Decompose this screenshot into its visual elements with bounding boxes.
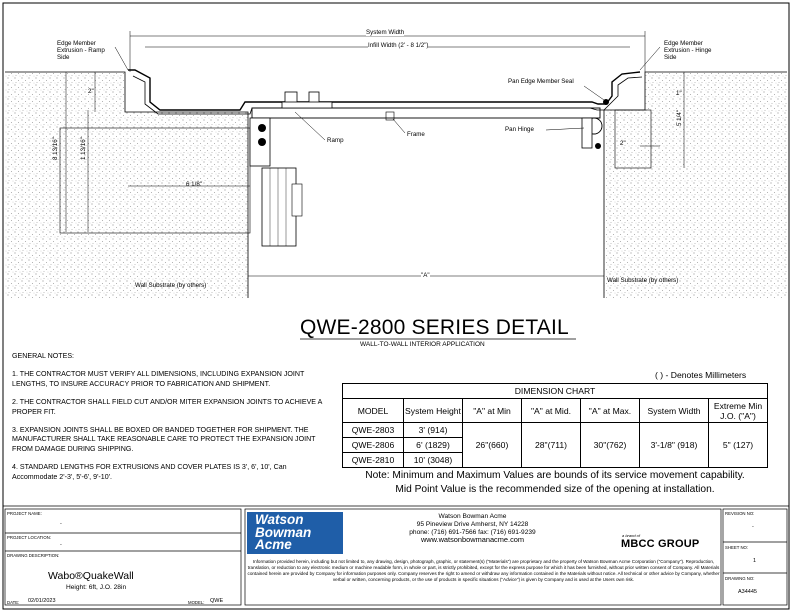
product-spec: Height: 6ft, J.O. 28in: [66, 584, 127, 591]
dim-1-13-16-label: 1 13/16": [80, 137, 87, 160]
header-system-width: System Width: [640, 399, 709, 423]
project-location-label: PROJECT LOCATION:: [7, 535, 52, 540]
note-2: 2. THE CONTRACTOR SHALL FIELD CUT AND/OR MITER EXPANSION JOINTS TO ACHIEVE A PROPER FIT.: [12, 398, 322, 416]
header-extreme-min: Extreme Min J.O. ("A"): [709, 399, 768, 423]
frame: [252, 108, 600, 118]
pan-hinge-label: Pan Hinge: [505, 126, 534, 133]
edge-ramp-label: Edge Member Extrusion - Ramp Side: [57, 40, 105, 61]
system-width-cell: 3'-1/8" (918): [640, 423, 709, 468]
sheet-value: 1: [753, 558, 757, 564]
extreme-min-cell: 5" (127): [709, 423, 768, 468]
infill-width-label: Infill Width (2' - 8 1/2"): [368, 42, 429, 49]
notes-heading: GENERAL NOTES:: [12, 352, 75, 360]
edge-hinge-label: Edge Member Extrusion - Hinge Side: [664, 40, 712, 61]
cover-plate: [128, 70, 640, 110]
project-location-value: -: [60, 542, 62, 548]
note-3: 3. EXPANSION JOINTS SHALL BE BOXED OR BANDED TOGETHER FOR SHIPMENT. THE MANUFACTURER SHALL TAKE REASONABLE CARE TO PROTECT THE EXPANSION JOINT FROM DAMAGE DURING SHIPPING.: [12, 426, 316, 453]
chart-caption: DIMENSION CHART: [343, 384, 768, 399]
project-name-label: PROJECT NAME:: [7, 511, 42, 516]
header-a-mid: "A" at Mid.: [522, 399, 581, 423]
project-name-value: -: [60, 521, 62, 527]
revision-value: -: [752, 524, 754, 530]
disclaimer: Information provided herein, including but not limited to, any drawing, design, photograph, graphic, or statement(s) ("Materials") are proprietary and the property of Watson Bowman Acme Corporation ("Company"). Reproduction, translation, or reduction to any electronic medium or machine readable form, in whole or part, is strictly prohibited, except for the express purpose for which it has been furnished, without prior written consent of Company. All Materials contained herein are provided by Company for information purposes only. Company reserves the right to amend or withdraw any information contained in the Materials without notice. All technical or other advice by Company, whether verbal or written, concerning products, or the use of products in specific situations ("Advice") is given by Company and is used at the Users own risk.: [247, 559, 720, 582]
wall-substrate-right-label: Wall Substrate (by others): [607, 277, 679, 284]
company-logo: Watson Bowman Acme: [247, 512, 343, 554]
company-website[interactable]: www.watsonbowmanacme.com: [420, 535, 525, 545]
model-cell: QWE-2810: [343, 453, 404, 468]
header-system-height: System Height: [404, 399, 463, 423]
wall-substrate-left-label: Wall Substrate (by others): [135, 282, 207, 289]
note-1: 1. THE CONTRACTOR MUST VERIFY ALL DIMENSIONS, INCLUDING EXPANSION JOINT LENGTHS, TO INSURE ACCURACY PRIOR TO FABRICATION AND SHIPMENT.: [12, 370, 305, 388]
drawing-description-label: DRAWING DESCRIPTION:: [7, 553, 60, 558]
company-phone: phone: (716) 691-7566 fax: (716) 691-9239: [409, 528, 536, 536]
header-a-min: "A" at Min: [463, 399, 522, 423]
dim-1-label: 1": [676, 90, 682, 97]
millimeter-note: ( ) - Denotes Millimeters: [655, 370, 747, 380]
header-a-max: "A" at Max.: [581, 399, 640, 423]
dim-6-1-8-label: 6 1/8": [186, 181, 202, 188]
sheet-label: SHEET NO:: [725, 545, 749, 550]
height-cell: 6' (1829): [404, 438, 463, 453]
a-mid-cell: 28"(711): [522, 423, 581, 468]
drawing-no-value: A34445: [738, 589, 757, 595]
drawing-no-label: DRAWING NO:: [725, 576, 755, 581]
company-address: 95 Pineview Drive Amherst, NY 14228: [416, 520, 529, 528]
dim-5-1-4-label: 5 1/4": [676, 110, 683, 126]
pan-edge-seal-label: Pan Edge Member Seal: [508, 78, 574, 85]
company-info: [360, 513, 585, 544]
date-value: 02/01/2023: [28, 598, 56, 604]
product-name: Wabo®QuakeWall: [48, 570, 134, 582]
note-4: 4. STANDARD LENGTHS FOR EXTRUSIONS AND COVER PLATES IS 3', 6', 10', Can Accommodate 2'-3', 5'-6', 9'-10'.: [12, 463, 287, 481]
header-model: MODEL: [343, 399, 404, 423]
page-title: QWE-2800 SERIES DETAIL: [300, 316, 569, 339]
left-wall-substrate: [5, 72, 248, 298]
dim-2-label: 2": [88, 88, 94, 95]
model-label: MODEL:: [188, 600, 205, 605]
date-label: DATE:: [7, 600, 20, 605]
ramp-label: Ramp: [327, 137, 344, 144]
dim-2-right-label: 2": [620, 140, 626, 147]
dimension-a-label: "A": [421, 272, 430, 279]
model-cell: QWE-2803: [343, 423, 404, 438]
system-width-label: System Width: [366, 29, 405, 36]
height-cell: 3' (914): [404, 423, 463, 438]
height-cell: 10' (3048): [404, 453, 463, 468]
roller: [262, 168, 296, 246]
page-subtitle: WALL-TO-WALL INTERIOR APPLICATION: [360, 341, 485, 348]
model-value: QWE: [210, 598, 224, 604]
brand-of-label: a brand of: [622, 533, 641, 538]
a-max-cell: 30"(762): [581, 423, 640, 468]
right-wall-substrate: [604, 72, 787, 298]
model-cell: QWE-2806: [343, 438, 404, 453]
mbcc-logo: MBCC GROUP: [621, 538, 700, 550]
chart-note: Note: Minimum and Maximum Values are bounds of its service movement capability. Mid Point Value is the recommended size of the opening at installation.: [365, 470, 745, 495]
general-notes: [12, 352, 332, 491]
a-min-cell: 26"(660): [463, 423, 522, 468]
dim-8-13-16-label: 8 13/16": [52, 137, 59, 160]
company-name: Watson Bowman Acme: [438, 513, 507, 520]
revision-label: REVISION NO:: [725, 511, 755, 516]
frame-label: Frame: [407, 131, 425, 138]
dimension-chart: [342, 383, 768, 468]
